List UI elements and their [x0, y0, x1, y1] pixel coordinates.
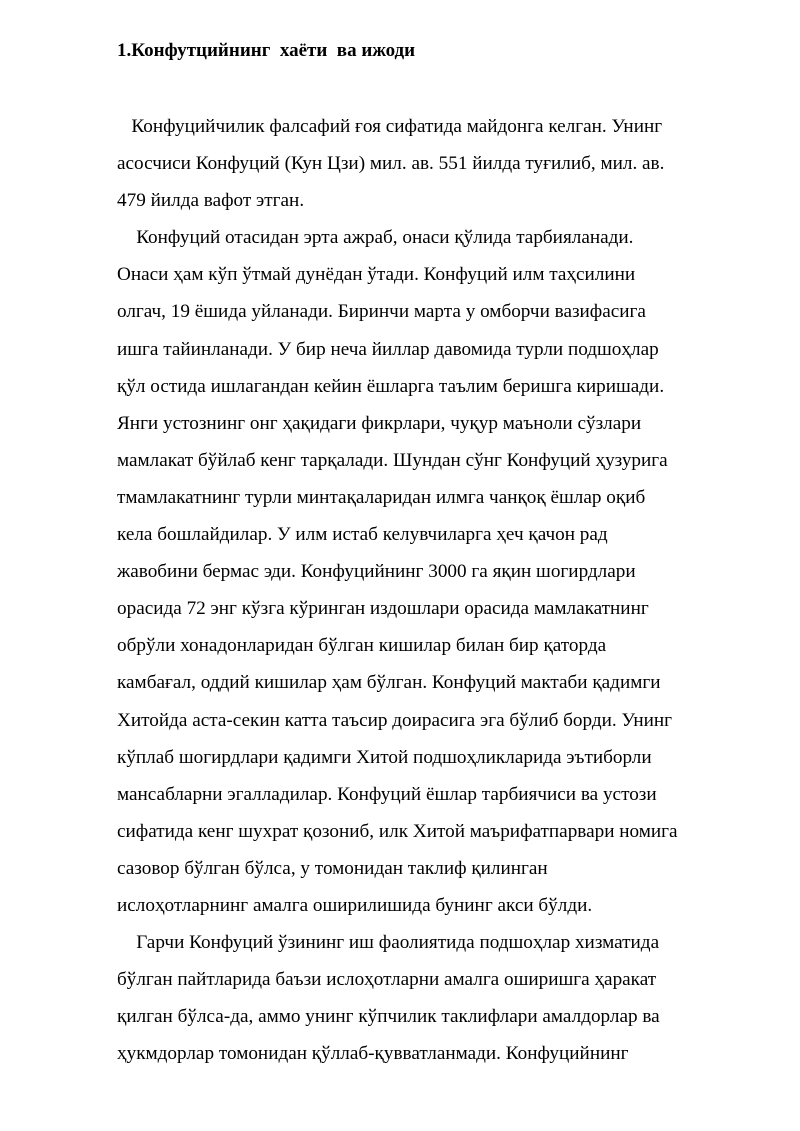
text-line: Гарчи Конфуций ўзининг иш фаолиятида подшоҳлар хизматида: [117, 932, 660, 954]
text-line: ишга тайинланади. У бир неча йиллар давомида турли подшоҳлар: [117, 338, 659, 360]
text-line: жавобини бермас эди. Конфуцийнинг 3000 га яқин шогирдлари: [117, 561, 636, 583]
text-line: бўлган пайтларида баъзи ислоҳотларни амалга оширишга ҳаракат: [117, 969, 657, 991]
text-line: камбағал, оддий кишилар ҳам бўлган. Конфуций мактаби қадимги: [117, 672, 661, 694]
text-line: обрўли хонадонларидан бўлган кишилар билан бир қаторда: [117, 635, 607, 657]
text-line: мамлакат бўйлаб кенг тарқалади. Шундан сўнг Конфуций ҳузурига: [117, 449, 668, 471]
text-line: сазовор бўлган бўлса, у томонидан таклиф қилинган: [117, 857, 548, 879]
text-line: Конфуцийчилик фалсафий ғоя сифатида майдонга келган. Унинг: [117, 116, 663, 137]
text-line: тмамлакатнинг турли минтақаларидан илмга чанқоқ ёшлар оқиб: [117, 486, 646, 508]
body-text: [117, 108, 757, 1072]
text-line: Онаси ҳам кўп ўтмай дунёдан ўтади. Конфуций илм таҳсилини: [117, 264, 636, 286]
text-line: мансабларни эгалладилар. Конфуций ёшлар тарбиячиси ва устози: [117, 783, 657, 805]
text-line: қилган бўлса-да, аммо унинг кўпчилик таклифлари амалдорлар ва: [117, 1006, 660, 1028]
text-line: орасида 72 энг кўзга кўринган издошлари орасида мамлакатнинг: [117, 598, 649, 620]
text-line: ислоҳотларнинг амалга оширилишида бунинг акси бўлди.: [117, 894, 593, 916]
section-heading: 1.Конфутцийнинг хаёти ва ижоди: [117, 40, 416, 61]
text-line: олгач, 19 ёшида уйланади. Биринчи марта у омборчи вазифасига: [117, 301, 646, 323]
text-line: 479 йилда вафот этган.: [117, 190, 305, 212]
text-line: кўплаб шогирдлари қадимги Хитой подшоҳликларида эътиборли: [117, 746, 652, 768]
text-line: сифатида кенг шухрат қозониб, илк Хитой маърифатпарвари номига: [117, 820, 678, 842]
text-line: Конфуций отасидан эрта ажраб, онаси қўлида тарбияланади.: [117, 227, 634, 249]
text-line: ҳукмдорлар томонидан қўллаб-қувватланмади. Конфуцийнинг: [117, 1043, 629, 1065]
text-line: қўл остида ишлагандан кейин ёшларга таълим беришга киришади.: [117, 375, 665, 397]
text-line: Хитойда аста-секин катта таъсир доирасига эга бўлиб борди. Унинг: [117, 709, 673, 731]
text-line: асосчиси Конфуций (Кун Цзи) мил. ав. 551 йилда туғилиб, мил. ав.: [117, 153, 665, 175]
text-line: Янги устознинг онг ҳақидаги фикрлари, чуқур маъноли сўзлари: [117, 412, 642, 434]
text-line: кела бошлайдилар. У илм истаб келувчиларга ҳеч қачон рад: [117, 524, 608, 546]
